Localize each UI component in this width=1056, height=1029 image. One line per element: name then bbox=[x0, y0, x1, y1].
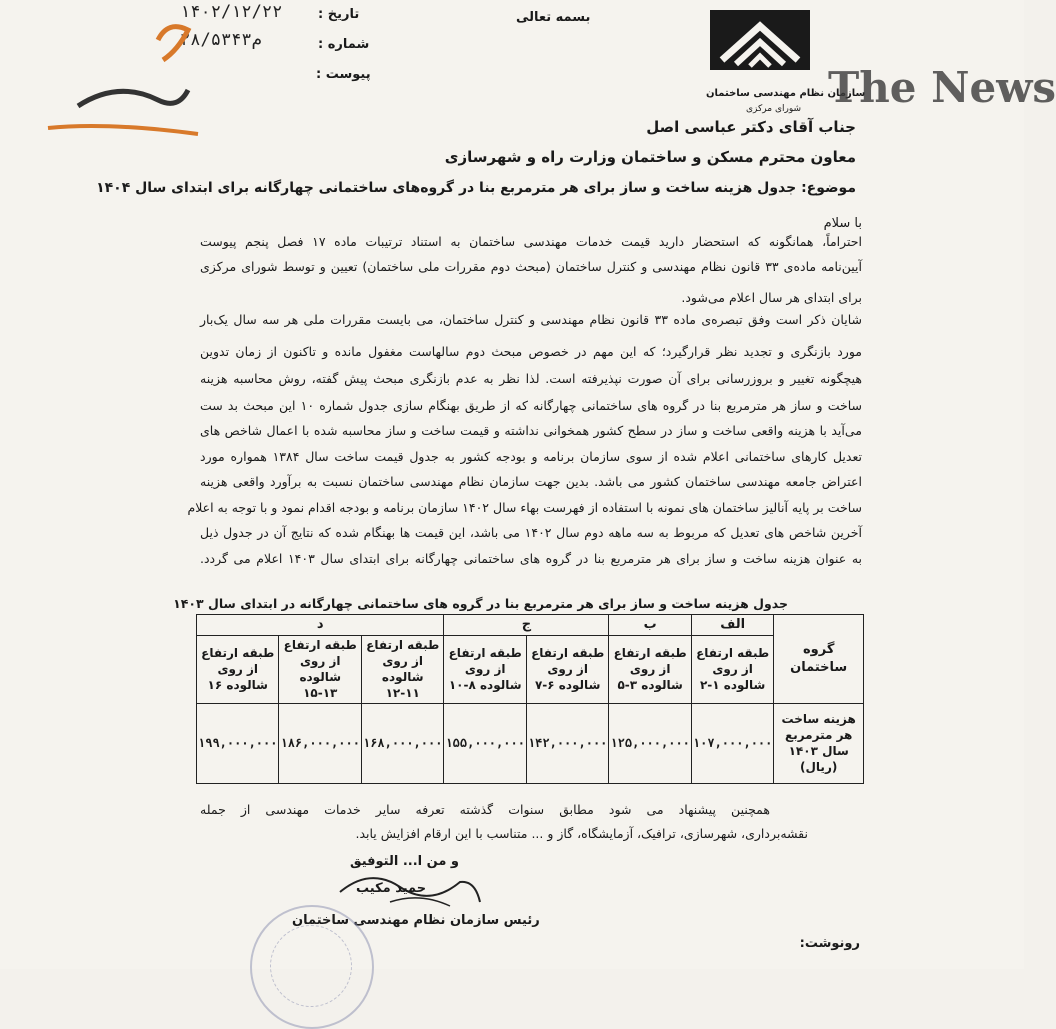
column-header: طبقه ارتفاع از روی شالوده ۱۱-۱۲ bbox=[361, 635, 443, 703]
cc-label: رونوشت: bbox=[799, 936, 860, 951]
signature-closing: و من ا... التوفیق bbox=[350, 854, 460, 869]
body-line: آخرین شاخص های تعدیل که مربوط به سه ماهه دوم سال ۱۴۰۲ می باشد، این قیمت ها بهنگام شده که نتایج آن در جدول ذیل bbox=[200, 525, 862, 540]
body-line: برای ابتدای هر سال اعلام می‌شود. bbox=[681, 290, 862, 305]
news-watermark: The News bbox=[828, 63, 1056, 112]
bismillah: بسمه تعالی bbox=[516, 10, 591, 25]
table-cell: ۱۶۸,۰۰۰,۰۰۰ bbox=[361, 703, 443, 783]
number-label: شماره : bbox=[318, 37, 370, 52]
table-cell: ۱۸۶,۰۰۰,۰۰۰ bbox=[279, 703, 361, 783]
group-cell: الف bbox=[691, 615, 773, 636]
row-label: هزینه ساخت هر مترمربع سال ۱۴۰۳ (ریال) bbox=[774, 703, 864, 783]
attachment-label: پیوست : bbox=[316, 67, 371, 82]
body-line: شایان ذکر است وفق تبصره‌ی ماده ۳۳ قانون نظام مهندسی و کنترل ساختمان، می بایست مقررات ملی هر سه سال یک‌بار bbox=[200, 312, 862, 327]
table-cell: ۱۹۹,۰۰۰,۰۰۰ bbox=[197, 703, 279, 783]
column-header: طبقه ارتفاع از روی شالوده ۱-۲ bbox=[691, 635, 773, 703]
addressee-name: جناب آقای دکتر عباسی اصل bbox=[646, 118, 856, 136]
official-stamp bbox=[250, 905, 374, 1029]
org-name: سازمان نظام مهندسی ساختمان bbox=[706, 88, 866, 99]
body-line: ساخت و ساز هر مترمربع بنا در گروه های ساختمانی چهارگانه که از طریق بهنگام سازی جدول شماره ۱۰ این مبحث بد ست bbox=[200, 398, 862, 413]
table-caption: جدول هزینه ساخت و ساز برای هر مترمربع بنا در گروه های ساختمانی چهارگانه در ابتدای سال ۱۴۰۳ bbox=[173, 596, 788, 611]
number-value: ۲۸/۵۳۴۳م bbox=[180, 30, 262, 50]
body-line: به عنوان هزینه ساخت و ساز برای هر مترمربع بنا در گروه های ساختمانی چهارگانه برای ابتدای سال ۱۴۰۳ اعلام می گردد. bbox=[200, 551, 863, 566]
body-line: احتراماً، همانگونه که استحضار دارید قیمت خدمات مهندسی ساختمان به استناد ترتیبات ماده ۱۷ فصل پنجم پیوست bbox=[200, 234, 862, 249]
closing-line: نقشه‌برداری، شهرسازی، ترافیک، آزمایشگاه، گاز و ... متناسب با این ارقام افزایش یابد. bbox=[355, 826, 808, 841]
body-line: مورد بازنگری و تجدید نظر قرار‌گیرد؛ که این مهم در خصوص مبحث دوم سالهاست مغفول مانده و تاکنون از زمان تدوین bbox=[200, 344, 862, 359]
addressee-title: معاون محترم مسکن و ساختمان وزارت راه و شهرسازی bbox=[444, 148, 856, 166]
signatory-name: حمید مکیب bbox=[356, 881, 427, 896]
subject-line: موضوع: جدول هزینه ساخت و ساز برای هر مترمربع بنا در گروه‌های ساختمانی چهارگانه برای ابتدای سال ۱۴۰۴ bbox=[96, 180, 856, 196]
greeting: با سلام bbox=[823, 216, 862, 231]
date-label: تاریخ : bbox=[318, 7, 360, 22]
column-header: طبقه ارتفاع از روی شالوده ۶-۷ bbox=[526, 635, 608, 703]
closing-line: همچنین پیشنهاد می شود مطابق سنوات گذشته تعرفه سایر خدمات مهندسی از جمله bbox=[200, 802, 770, 817]
table-cell: ۱۴۲,۰۰۰,۰۰۰ bbox=[526, 703, 608, 783]
body-line: تعدیل کارهای ساختمانی اعلام شده از سوی سازمان برنامه و بودجه کشور به جدول قیمت ساخت سال ۱۳۸۴ همواره مورد bbox=[200, 449, 862, 464]
date-value: ۱۴۰۲/۱۲/۲۲ bbox=[180, 2, 283, 22]
column-header: طبقه ارتفاع از روی شالوده ۱۶ bbox=[197, 635, 279, 703]
body-line: می‌آید با هزینه واقعی ساخت و ساز در سطح کشور همخوانی نداشته و قیمت ساخت و ساز محاسبه شده با اعمال شاخص های bbox=[200, 423, 862, 438]
column-header: طبقه ارتفاع از روی شالوده ۸-۱۰ bbox=[444, 635, 526, 703]
body-line: هیچگونه تغییر و بروزرسانی برای آن صورت نپذیرفته است. لذا نظر به عدم بازنگری مبحث پیش گفته، روش محاسبه هزینه bbox=[200, 371, 862, 386]
body-line: ساخت بر پایه آنالیز ساختمان های نمونه با استفاده از فهرست بهاء سال ۱۴۰۲ سازمان برنامه و بودجه اقدام نمود و با توجه به اعلام bbox=[187, 500, 862, 515]
site-logo-icon bbox=[38, 10, 208, 150]
table-cell: ۱۲۵,۰۰۰,۰۰۰ bbox=[609, 703, 691, 783]
body-line: اعتراض جامعه مهندسی ساختمان کشور می باشد. بدین جهت سازمان نظام مهندسی ساختمان نسبت به برآورد واقعی هزینه bbox=[200, 474, 862, 489]
group-cell: ب bbox=[609, 615, 691, 636]
column-header: طبقه ارتفاع از روی شالوده ۳-۵ bbox=[609, 635, 691, 703]
group-cell: ج bbox=[444, 615, 609, 636]
cost-table bbox=[196, 614, 864, 784]
group-header-cell: گروه ساختمان bbox=[774, 615, 864, 704]
table-cell: ۱۰۷,۰۰۰,۰۰۰ bbox=[691, 703, 773, 783]
table-cell: ۱۵۵,۰۰۰,۰۰۰ bbox=[444, 703, 526, 783]
signatory-title: رئیس سازمان نظام مهندسی ساختمان bbox=[292, 913, 540, 928]
org-sub: شورای مرکزی bbox=[746, 104, 802, 114]
body-line: آیین‌نامه ماده‌ی ۳۳ قانون نظام مهندسی و کنترل ساختمان (مبحث دوم مقررات ملی ساختمان) تعیین و توسط شورای مرکزی bbox=[200, 259, 863, 274]
group-cell: د bbox=[197, 615, 444, 636]
column-header: طبقه ارتفاع از روی شالوده ۱۳-۱۵ bbox=[279, 635, 361, 703]
